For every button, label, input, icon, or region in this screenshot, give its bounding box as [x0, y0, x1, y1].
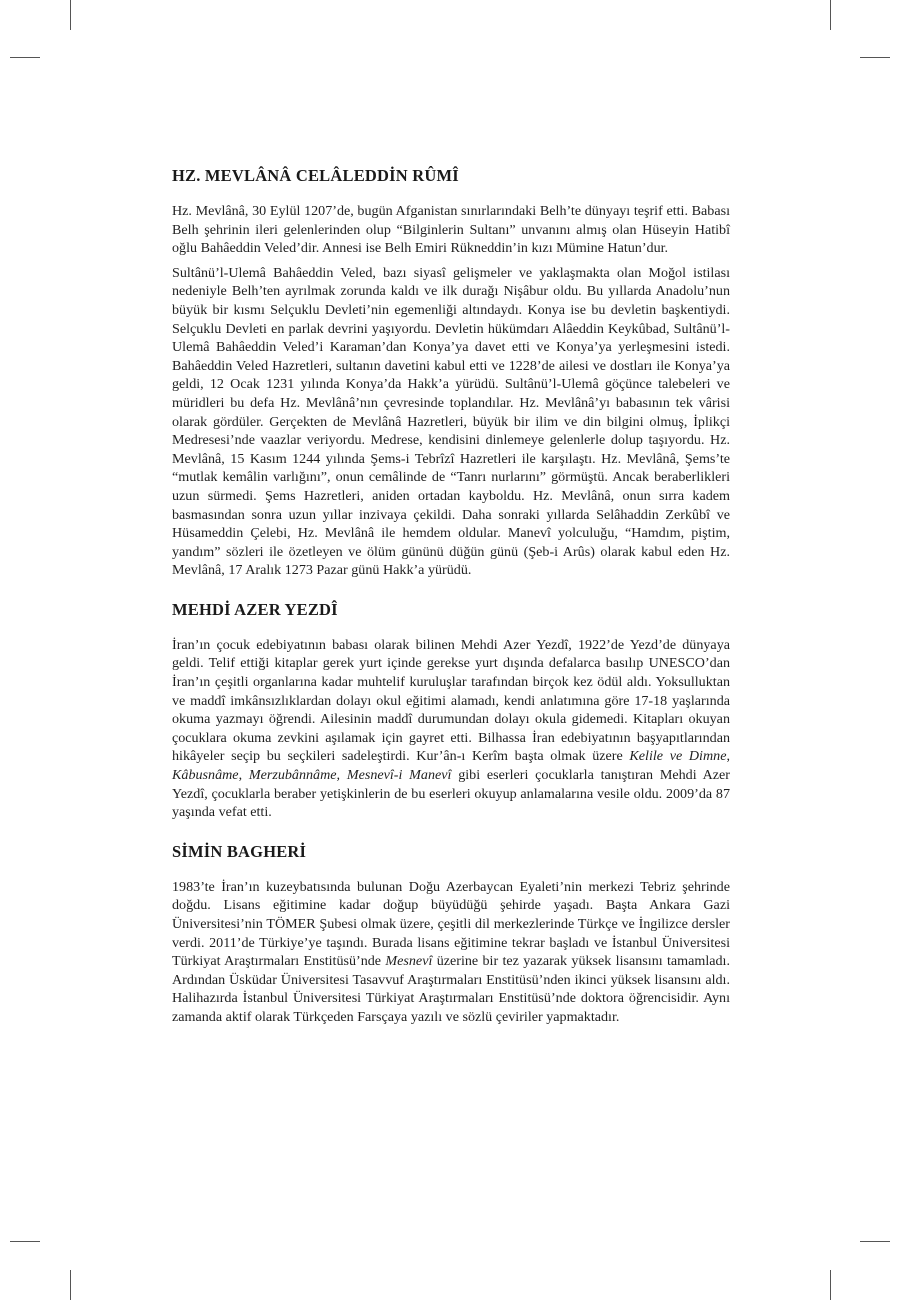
paragraph	[172, 878, 730, 1027]
crop-mark-bottom-left-h	[10, 1241, 40, 1242]
text-run: ,	[726, 748, 730, 765]
crop-mark-bottom-left	[70, 1270, 71, 1300]
italic-title-run: Kelile ve Dimne	[629, 748, 727, 765]
section-title: HZ. MEVLÂNÂ CELÂLEDDİN RÛMÎ	[172, 166, 459, 185]
text-run: gibi eserleri çocuklarla tanıştıran Mehdi Azer Yezdî, çocuklarla beraber yetişkinlerin de bu eserleri okuyup anlamalarına vesile oldu. 2009’da 87 yaşında vefat etti.	[172, 767, 730, 821]
crop-mark-top-left	[70, 0, 71, 30]
paragraph	[172, 202, 730, 258]
italic-title-run: Kâbusnâme	[172, 767, 239, 784]
section-title: MEHDİ AZER YEZDÎ	[172, 599, 338, 619]
crop-mark-bottom-right	[830, 1270, 831, 1300]
paragraph	[172, 264, 730, 580]
text-run: Sultânü’l-Ulemâ Bahâeddin Veled, bazı siyasî gelişmeler ve yaklaşmakta olan Moğol istilası nedeniyle Belh’ten ayrılmak zorunda kaldı ve ilk durağı Nişâbur oldu. Bu yıllarda Anadolu’nun büyük bir kısmı Selçuklu Devleti’nin egemenliği altındaydı. Konya ise bu devletin başkentiydi. Selçuklu Devleti en parlak devrini yaşıyordu. Devletin hükümdarı Alâeddin Keykûbad, Sultânü’l-Ulemâ Bahâeddin Veled’i Karaman’dan Konya’ya davet etti ve Konya’ya yerleşmesini istedi. Bahâeddin Veled Hazretleri, sultanın davetini kabul etti ve 1228’de ailesi ve dostları ile Konya’ya geldi, 12 Ocak 1231 yılında Konya’da Hakk’a yürüdü. Sultânü’l-Ulemâ göçünce talebeleri ve müridleri bu defa Hz. Mevlânâ’nın çevresinde toplandılar. Hz. Mevlânâ’yı babasının tek vârisi olarak gördüler. Gerçekten de Mevlânâ Hazretleri, büyük bir ilim ve din bilgini olmuş, İplikçi Medresesi’nde vaazlar veriyordu. Medrese, kendisini dinlemeye gelenlerle dolup taşıyordu. Hz. Mevlânâ, 15 Kasım 1244 yılında Şems-i Tebrîzî Hazretleri ile karşılaştı. Hz. Mevlânâ, Şems’te “mutlak kemâlin varlığını”, onun cemâlinde de “Tanrı nurlarını” görmüştü. Ancak beraberlikleri uzun sürmedi. Şems Hazretleri, aniden ortadan kayboldu. Hz. Mevlânâ, onun sırra kadem basmasından sonra uzun yıllar inzivaya çekildi. Daha sonraki yıllarda Selâhaddin Zerkûbî ve Hüsameddin Çelebi, Hz. Mevlânâ ile hemdem oldular. Manevî yolculuğu, “Hamdım, piştim, yandım” sözleri ile özetleyen ve ölüm gününü düğün günü (Şeb-i Arûs) olarak kabul eden Hz. Mevlânâ, 17 Aralık 1273 Pazar günü Hakk’a yürüdü.	[172, 264, 730, 579]
text-run: İran’ın çocuk edebiyatının babası olarak bilinen Mehdi Azer Yezdî, 1922’de Yezd’de dünyaya geldi. Telif ettiği kitaplar gerek yurt içinde gerekse yurt dışında defalarca basılıp UNESCO’dan İran’ın çeşitli organlarına kadar muhtelif kuruluşlar tarafından birçok kez ödül aldı. Yoksulluktan ve maddî imkânsızlıklardan dolayı okul eğitimi alamadı, kendi anlatımına göre 17-18 yaşlarında okuma yazmayı öğrendi. Ailesinin maddî durumundan dolayı okula gidemedi. Kitapları okuyan çocuklara okuma zevkini aşılamak için gayret etti. Bilhassa İran edebiyatının başyapıtlarından hikâyeler seçip bu seçkileri sadeleştirdi. Kur’ân-ı Kerîm başta olmak üzere	[172, 636, 730, 765]
text-run: ,	[238, 767, 249, 784]
section-mevlana	[172, 166, 730, 580]
crop-mark-bottom-right-h	[860, 1241, 890, 1242]
italic-title-run: Merzubânnâme, Mesnevî-i Manevî	[248, 767, 452, 784]
text-run: Hz. Mevlânâ, 30 Eylül 1207’de, bugün Afganistan sınırlarındaki Belh’te dünyayı teşrif etti. Babası Belh şehrinin ileri gelenlerinden olup “Bilginlerin Sultanı” unvanını almış olan Hüseyin Hatibî oğlu Bahâeddin Veled’dir. Annesi ise Belh Emiri Rükneddin’in kızı Mümine Hatun’dur.	[172, 203, 730, 257]
text-run: 1983’te İran’ın kuzeybatısında bulunan Doğu Azerbaycan Eyaleti’nin merkezi Tebriz şehrinde doğdu. Lisans eğitimine kadar doğup büyüdüğü şehirde yaşadı. Başta Ankara Gazi Üniversitesi’nin TÖMER Şubesi olmak üzere, çeşitli dil merkezlerinde Türkçe ve İngilizce dersler verdi. 2011’de Türkiye’ye taşındı. Burada lisans eğitimine tekrar başladı ve İstanbul Üniversitesi Türkiyat Araştırmaları Enstitüsü’nde	[172, 878, 730, 970]
section-title: SİMİN BAGHERİ	[172, 841, 307, 861]
crop-mark-top-right-h	[860, 57, 890, 58]
paragraph	[172, 636, 730, 822]
section-simin-bagheri	[172, 842, 730, 1027]
section-mehdi-azer-yezdi	[172, 600, 730, 822]
text-run: üzerine bir tez yazarak yüksek lisansını tamamladı. Ardından Üsküdar Üniversitesi Tasavvuf Araştırmaları Enstitüsü’nden ikinci yüksek lisansını aldı. Halihazırda İstanbul Üniversitesi Türkiyat Araştırmaları Enstitüsü’nde doktora öğrencisidir. Aynı zamanda aktif olarak Türkçeden Farsçaya yazılı ve sözlü çeviriler yapmaktadır.	[172, 953, 730, 1025]
page-content	[172, 166, 730, 1047]
crop-mark-top-left-h	[10, 57, 40, 58]
crop-mark-top-right	[830, 0, 831, 30]
italic-title-run: Mesnevî	[385, 953, 433, 970]
